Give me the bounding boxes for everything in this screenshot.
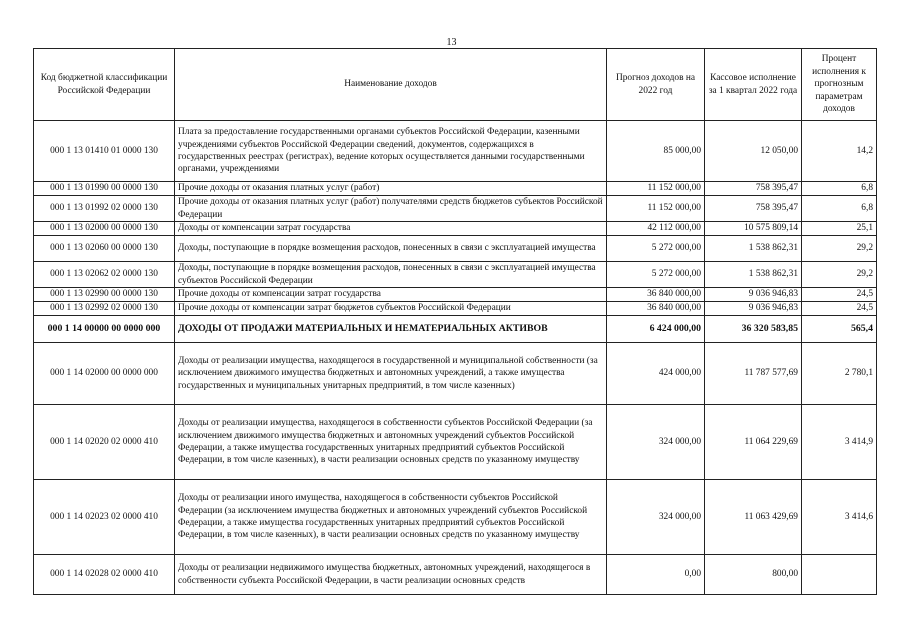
table-row — [34, 288, 877, 302]
header-code: Код бюджетной классификации Российской Федерации — [34, 49, 175, 121]
row-code: 000 1 14 02028 02 0000 410 — [34, 555, 175, 595]
table-row — [34, 182, 877, 196]
row-plan: 36 840 000,00 — [607, 302, 705, 316]
row-name: Прочие доходы от компенсации затрат бюджетов субъектов Российской Федерации — [175, 302, 607, 316]
table-row — [34, 343, 877, 405]
row-code: 000 1 14 02020 02 0000 410 — [34, 405, 175, 480]
row-plan: 85 000,00 — [607, 121, 705, 182]
row-actual: 758 395,47 — [705, 196, 802, 222]
row-percent: 25,1 — [802, 222, 877, 236]
row-name: Доходы, поступающие в порядке возмещения расходов, понесенных в связи с эксплуатацией имущества субъектов Российской Федерации — [175, 262, 607, 288]
table-row — [34, 236, 877, 262]
row-plan: 36 840 000,00 — [607, 288, 705, 302]
row-percent: 3 414,9 — [802, 405, 877, 480]
row-code: 000 1 13 01410 01 0000 130 — [34, 121, 175, 182]
table-header-row — [34, 49, 877, 121]
row-percent — [802, 555, 877, 595]
row-percent: 29,2 — [802, 236, 877, 262]
row-actual: 800,00 — [705, 555, 802, 595]
row-code: 000 1 13 02060 00 0000 130 — [34, 236, 175, 262]
table-row — [34, 262, 877, 288]
row-code: 000 1 14 00000 00 0000 000 — [34, 316, 175, 343]
row-percent: 2 780,1 — [802, 343, 877, 405]
row-percent: 3 414,6 — [802, 480, 877, 555]
row-plan: 5 272 000,00 — [607, 236, 705, 262]
row-plan: 6 424 000,00 — [607, 316, 705, 343]
row-percent: 24,5 — [802, 288, 877, 302]
row-plan: 11 152 000,00 — [607, 196, 705, 222]
row-actual: 12 050,00 — [705, 121, 802, 182]
row-actual: 11 787 577,69 — [705, 343, 802, 405]
row-code: 000 1 13 01992 02 0000 130 — [34, 196, 175, 222]
row-name: Доходы от реализации имущества, находящегося в собственности субъектов Российской Федерации (за исключением движимого имущества бюджетных и автономных учреждений субъектов Российской Федерации, а также имущества государственных унитарных предприятий субъектов Российской Федерации, в том числе казенных), в части реализации основных средств по указанному имуществу — [175, 405, 607, 480]
row-actual: 9 036 946,83 — [705, 288, 802, 302]
page-number: 13 — [446, 37, 457, 48]
row-actual: 10 575 809,14 — [705, 222, 802, 236]
row-plan: 11 152 000,00 — [607, 182, 705, 196]
row-plan: 324 000,00 — [607, 405, 705, 480]
row-plan: 5 272 000,00 — [607, 262, 705, 288]
table-row — [34, 196, 877, 222]
row-name: Доходы от реализации имущества, находящегося в государственной и муниципальной собственности (за исключением движимого имущества бюджетных и автономных учреждений, а также имущества государственных и муниципальных унитарных предприятий, в том числе казенных) — [175, 343, 607, 405]
table-row — [34, 555, 877, 595]
row-actual: 36 320 583,85 — [705, 316, 802, 343]
row-code: 000 1 13 02062 02 0000 130 — [34, 262, 175, 288]
row-name: Прочие доходы от оказания платных услуг (работ) получателями средств бюджетов субъектов Российской Федерации — [175, 196, 607, 222]
header-actual: Кассовое исполнение за 1 квартал 2022 года — [705, 49, 802, 121]
row-code: 000 1 13 01990 00 0000 130 — [34, 182, 175, 196]
row-actual: 11 063 429,69 — [705, 480, 802, 555]
row-percent: 24,5 — [802, 302, 877, 316]
header-plan: Прогноз доходов на 2022 год — [607, 49, 705, 121]
table-row — [34, 302, 877, 316]
table-row — [34, 316, 877, 343]
row-code: 000 1 14 02000 00 0000 000 — [34, 343, 175, 405]
header-percent: Процент исполнения к прогнозным параметрам доходов — [802, 49, 877, 121]
row-plan: 324 000,00 — [607, 480, 705, 555]
revenue-table — [33, 48, 877, 595]
header-name: Наименование доходов — [175, 49, 607, 121]
row-code: 000 1 14 02023 02 0000 410 — [34, 480, 175, 555]
row-actual: 11 064 229,69 — [705, 405, 802, 480]
row-percent: 6,8 — [802, 196, 877, 222]
table-row — [34, 480, 877, 555]
table-row — [34, 121, 877, 182]
row-name: Доходы от реализации недвижимого имущества бюджетных, автономных учреждений, находящегося в собственности субъекта Российской Федерации, в части реализации основных средств — [175, 555, 607, 595]
row-percent: 14,2 — [802, 121, 877, 182]
row-name: Доходы от компенсации затрат государства — [175, 222, 607, 236]
row-actual: 1 538 862,31 — [705, 262, 802, 288]
row-actual: 1 538 862,31 — [705, 236, 802, 262]
row-name: Плата за предоставление государственными органами субъектов Российской Федерации, казенными учреждениями субъектов Российской Федерации сведений, документов, содержащихся в государственных реестрах (регистрах), ведение которых осуществляется данными государственными органами, учреждениями — [175, 121, 607, 182]
row-name: Доходы от реализации иного имущества, находящегося в собственности субъектов Российской Федерации (за исключением имущества бюджетных и автономных учреждений субъектов Российской Федерации, а также имущества государственных унитарных предприятий субъектов Российской Федерации, в том числе казенных), в части реализации основных средств по указанному имуществу — [175, 480, 607, 555]
row-actual: 758 395,47 — [705, 182, 802, 196]
table-row — [34, 222, 877, 236]
row-name: Прочие доходы от компенсации затрат государства — [175, 288, 607, 302]
row-name: Прочие доходы от оказания платных услуг (работ) — [175, 182, 607, 196]
row-name: Доходы, поступающие в порядке возмещения расходов, понесенных в связи с эксплуатацией имущества — [175, 236, 607, 262]
table-row — [34, 405, 877, 480]
row-percent: 565,4 — [802, 316, 877, 343]
table-body — [34, 121, 877, 595]
row-percent: 29,2 — [802, 262, 877, 288]
row-code: 000 1 13 02990 00 0000 130 — [34, 288, 175, 302]
row-plan: 42 112 000,00 — [607, 222, 705, 236]
row-code: 000 1 13 02992 02 0000 130 — [34, 302, 175, 316]
row-percent: 6,8 — [802, 182, 877, 196]
row-plan: 424 000,00 — [607, 343, 705, 405]
row-plan: 0,00 — [607, 555, 705, 595]
row-actual: 9 036 946,83 — [705, 302, 802, 316]
row-code: 000 1 13 02000 00 0000 130 — [34, 222, 175, 236]
row-name: ДОХОДЫ ОТ ПРОДАЖИ МАТЕРИАЛЬНЫХ И НЕМАТЕРИАЛЬНЫХ АКТИВОВ — [175, 316, 607, 343]
